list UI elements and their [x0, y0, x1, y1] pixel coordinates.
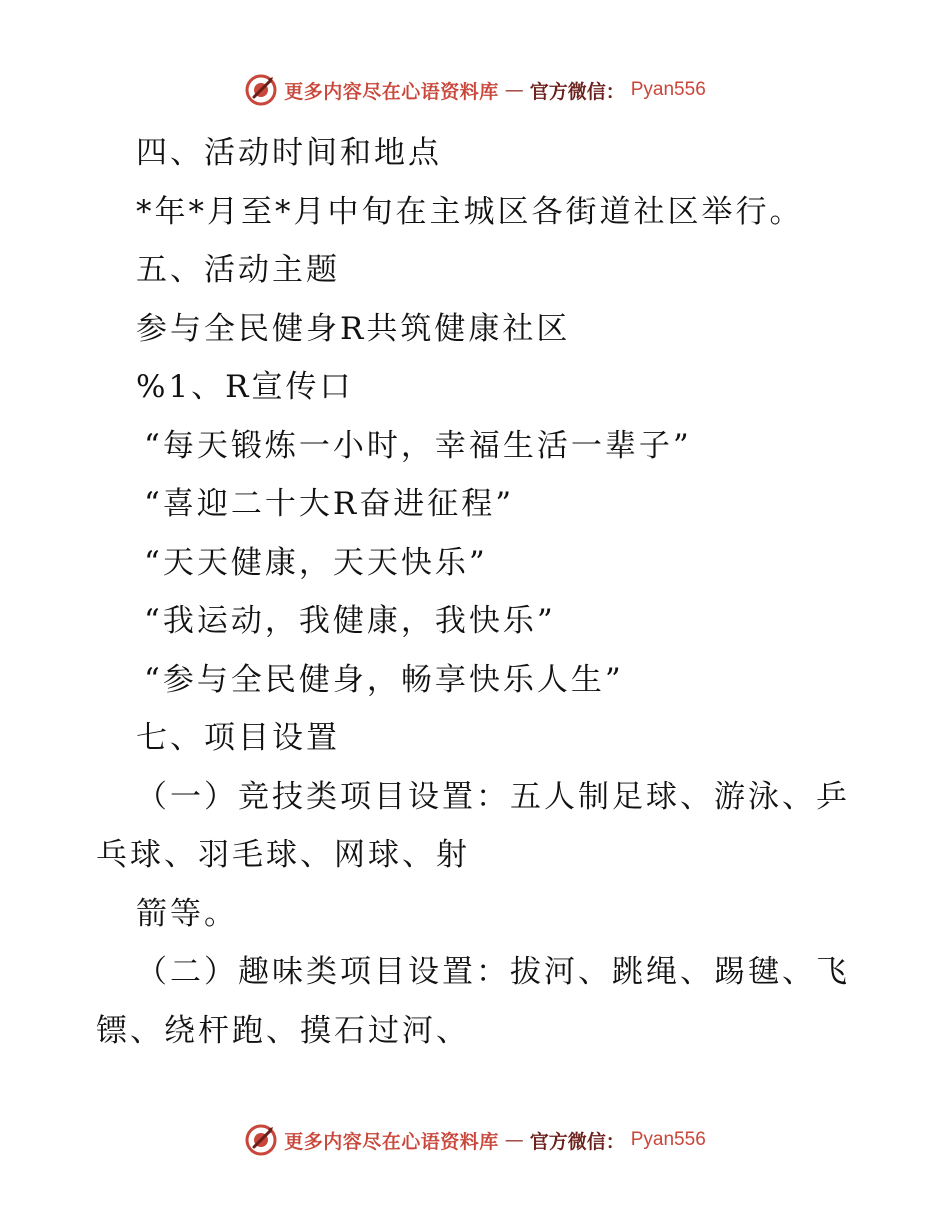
section-heading-time-place: 四、活动时间和地点	[136, 135, 442, 171]
watermark-wechat-id: Pyan556	[630, 1129, 706, 1150]
watermark-text: 更多内容尽在心语资料库	[284, 80, 499, 103]
slogan-item: “每天锻炼一小时，幸福生活一辈子”	[144, 427, 692, 464]
logo-icon	[244, 73, 278, 107]
paragraph-theme: 参与全民健身R共筑健康社区	[136, 310, 571, 347]
paragraph-fun-projects: （二）趣味类项目设置：拔河、跳绳、踢毽、飞	[136, 954, 850, 990]
header-watermark	[0, 70, 950, 110]
slogan-item: “喜迎二十大R奋进征程”	[144, 486, 515, 522]
section-heading-projects: 七、项目设置	[136, 720, 340, 756]
paragraph-time-place: *年*月至*月中旬在主城区各街道社区举行。	[136, 193, 804, 230]
paragraph-competitive-projects-end: 箭等。	[136, 895, 238, 932]
document-body	[96, 124, 856, 1060]
watermark-text: 更多内容尽在心语资料库	[284, 1130, 499, 1153]
slogan-item: “天天健康，天天快乐”	[144, 544, 488, 581]
watermark-separator: —	[504, 79, 524, 101]
watermark-official-label: 官方微信：	[529, 1130, 625, 1153]
paragraph-fun-projects-cont: 镖、绕杆跑、摸石过河、	[96, 1012, 470, 1049]
slogan-item: “我运动，我健康，我快乐”	[144, 603, 556, 639]
subheading-slogans: %1、R宣传口	[136, 369, 354, 405]
paragraph-competitive-projects: （一）竞技类项目设置：五人制足球、游泳、乒	[136, 778, 850, 815]
paragraph-competitive-projects-cont: 乓球、羽毛球、网球、射	[96, 837, 470, 873]
slogan-item: “参与全民健身，畅享快乐人生”	[144, 661, 624, 698]
watermark-separator: —	[504, 1129, 524, 1151]
watermark-wechat-id: Pyan556	[630, 79, 706, 100]
footer-watermark	[0, 1120, 950, 1160]
logo-icon	[244, 1123, 278, 1157]
watermark-official-label: 官方微信：	[529, 80, 625, 103]
section-heading-theme: 五、活动主题	[136, 252, 340, 288]
